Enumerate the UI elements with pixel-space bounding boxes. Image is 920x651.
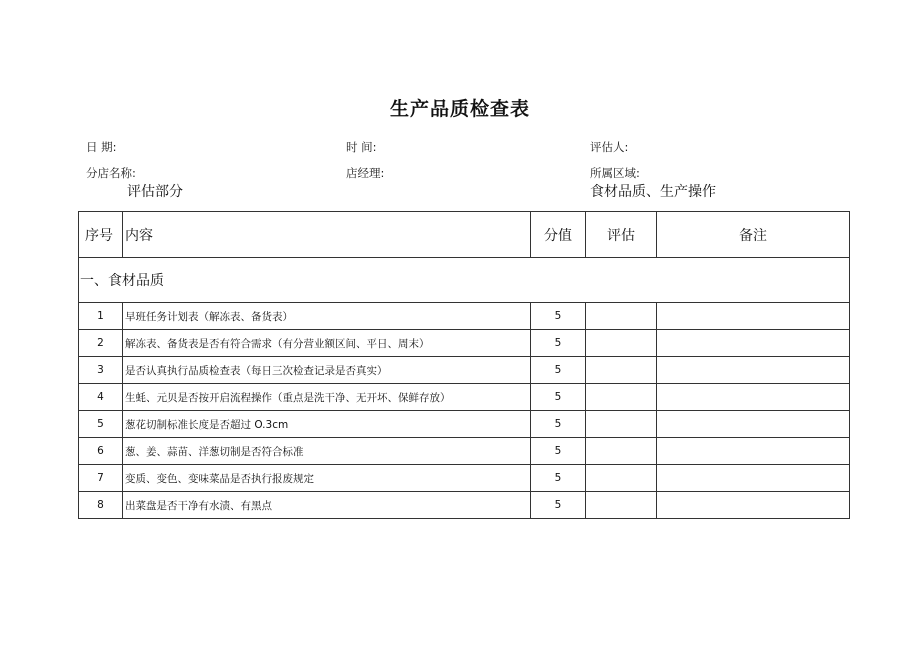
table-row	[79, 330, 850, 357]
row-score: 5	[531, 492, 586, 519]
row-note-cell[interactable]	[657, 384, 850, 411]
region-label: 所属区域:	[590, 166, 640, 180]
time-label: 时 间:	[346, 140, 377, 154]
row-eval-cell[interactable]	[586, 303, 657, 330]
row-note-cell[interactable]	[657, 357, 850, 384]
table-row	[79, 438, 850, 465]
page-title: 生产品质检查表	[389, 98, 530, 120]
section-value: 食材品质、生产操作	[590, 184, 716, 200]
row-score: 5	[531, 411, 586, 438]
row-score: 5	[531, 438, 586, 465]
row-eval-cell[interactable]	[586, 411, 657, 438]
header-note: 备注	[657, 212, 850, 258]
row-score: 5	[531, 465, 586, 492]
branch-label: 分店名称:	[86, 166, 136, 180]
row-eval-cell[interactable]	[586, 384, 657, 411]
row-content: 出菜盘是否干净有水渍、有黑点	[123, 492, 531, 519]
row-content: 是否认真执行品质检查表（每日三次检查记录是否真实）	[123, 357, 531, 384]
row-no: 2	[79, 330, 123, 357]
section-title: 一、食材品质	[79, 258, 850, 303]
row-score: 5	[531, 330, 586, 357]
table-row	[79, 492, 850, 519]
inspection-table	[78, 211, 850, 519]
section-row	[79, 258, 850, 303]
date-label: 日 期:	[86, 140, 117, 154]
manager-label: 店经理:	[346, 166, 385, 180]
row-score: 5	[531, 303, 586, 330]
row-no: 3	[79, 357, 123, 384]
row-no: 6	[79, 438, 123, 465]
row-content: 葱、姜、蒜苗、洋葱切制是否符合标准	[123, 438, 531, 465]
row-eval-cell[interactable]	[586, 330, 657, 357]
table-row	[79, 465, 850, 492]
header-score: 分值	[531, 212, 586, 258]
row-note-cell[interactable]	[657, 411, 850, 438]
row-note-cell[interactable]	[657, 330, 850, 357]
row-note-cell[interactable]	[657, 303, 850, 330]
header-no: 序号	[79, 212, 123, 258]
row-content: 葱花切制标准长度是否超过 O.3cm	[123, 411, 531, 438]
header-eval: 评估	[586, 212, 657, 258]
table-row	[79, 303, 850, 330]
row-eval-cell[interactable]	[586, 465, 657, 492]
row-no: 8	[79, 492, 123, 519]
row-no: 4	[79, 384, 123, 411]
table-row	[79, 411, 850, 438]
section-label: 评估部分	[127, 184, 183, 200]
table-row	[79, 384, 850, 411]
row-eval-cell[interactable]	[586, 492, 657, 519]
row-content: 解冻表、备货表是否有符合需求（有分营业额区间、平日、周末）	[123, 330, 531, 357]
row-note-cell[interactable]	[657, 438, 850, 465]
table-row	[79, 357, 850, 384]
row-note-cell[interactable]	[657, 465, 850, 492]
row-no: 5	[79, 411, 123, 438]
row-content: 早班任务计划表（解冻表、备货表）	[123, 303, 531, 330]
row-score: 5	[531, 384, 586, 411]
header-content: 内容	[123, 212, 531, 258]
assessor-label: 评估人:	[590, 140, 629, 154]
row-content: 生蚝、元贝是否按开启流程操作（重点是洗干净、无开坏、保鲜存放）	[123, 384, 531, 411]
row-no: 1	[79, 303, 123, 330]
row-note-cell[interactable]	[657, 492, 850, 519]
table-header-row	[79, 212, 850, 258]
row-eval-cell[interactable]	[586, 357, 657, 384]
row-content: 变质、变色、变味菜品是否执行报废规定	[123, 465, 531, 492]
row-score: 5	[531, 357, 586, 384]
row-no: 7	[79, 465, 123, 492]
row-eval-cell[interactable]	[586, 438, 657, 465]
